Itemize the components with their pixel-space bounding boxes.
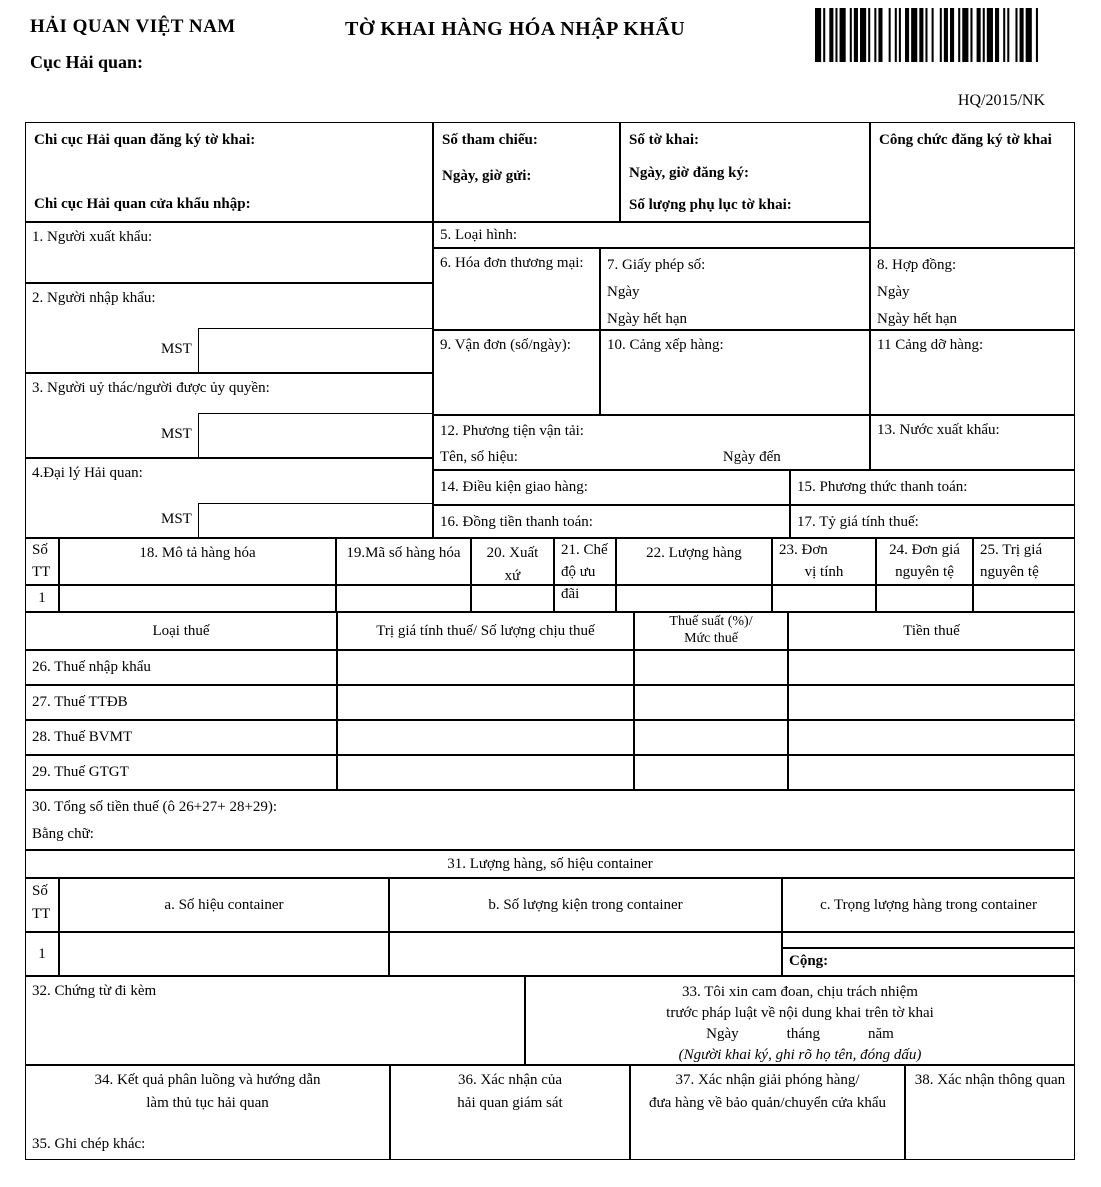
- goods-col-unit-line1: 23. Đơn: [779, 542, 828, 558]
- field-payment-currency[interactable]: [433, 505, 790, 538]
- field-importer[interactable]: [25, 283, 433, 373]
- field-total-tax[interactable]: [25, 790, 1075, 850]
- tax-col-type-label: Loại thuế: [152, 622, 210, 639]
- container-col-packages: [389, 878, 782, 932]
- tax-row29-taxable-value[interactable]: [337, 755, 634, 790]
- goods-col-description-label: 18. Mô tả hàng hóa: [139, 545, 256, 561]
- goods-row1-origin[interactable]: [471, 585, 554, 612]
- total-in-words-label: Bằng chữ:: [32, 826, 94, 842]
- field-bill-of-lading[interactable]: [433, 330, 600, 415]
- field-reg-office[interactable]: [25, 122, 433, 222]
- tax-col-amount-label: Tiền thuế: [903, 622, 960, 639]
- goods-col-unit-price: [876, 538, 973, 585]
- field-contract[interactable]: [870, 248, 1075, 330]
- commitment-month-label: tháng: [786, 1026, 820, 1042]
- form-code: HQ/2015/NK: [957, 92, 1045, 109]
- type-label: 5. Loại hình:: [440, 227, 518, 243]
- goods-col-stt-line1: Số: [32, 542, 48, 558]
- container-total-cell[interactable]: [782, 948, 1075, 976]
- country-export-label: 13. Nước xuất khẩu:: [877, 422, 1000, 438]
- goods-col-value-line1: 25. Trị giá: [980, 542, 1043, 558]
- reg-datetime-label: Ngày, giờ đăng ký:: [629, 164, 749, 181]
- tax-row27-label: [25, 685, 337, 720]
- field-type-of-declaration[interactable]: [433, 222, 870, 248]
- tax-row26-text: 26. Thuế nhập khẩu: [32, 659, 151, 676]
- form-grid: [25, 122, 1075, 1160]
- container-col-number: [59, 878, 389, 932]
- mst-input-agent[interactable]: [198, 503, 432, 537]
- field-port-of-loading[interactable]: [600, 330, 870, 415]
- tax-col-taxable-value: [337, 612, 634, 650]
- goods-col-preference-line1: 21. Chế: [561, 542, 608, 558]
- field-clearance-confirmation[interactable]: [905, 1065, 1075, 1160]
- field-entrusting-party[interactable]: [25, 373, 433, 458]
- importer-label: 2. Người nhập khẩu:: [32, 290, 156, 306]
- container-section-title: [25, 850, 1075, 878]
- goods-col-origin-label: 20. Xuất xứ: [486, 545, 539, 584]
- goods-col-value: [973, 538, 1075, 585]
- supervision-line2: hải quan giám sát: [457, 1094, 563, 1111]
- container-col-weight-label: c. Trọng lượng hàng trong container: [820, 896, 1037, 913]
- container-col-packages-label: b. Số lượng kiện trong container: [488, 896, 683, 913]
- bill-of-lading-label: 9. Vận đơn (số/ngày):: [440, 337, 571, 353]
- mst-label-entrusting: MST: [161, 425, 192, 442]
- tax-row26-taxable-value[interactable]: [337, 650, 634, 685]
- invoice-label: 6. Hóa đơn thương mại:: [440, 255, 584, 271]
- field-delivery-terms[interactable]: [433, 470, 790, 505]
- mst-label-importer: MST: [161, 340, 192, 357]
- department-label: Cục Hải quan:: [30, 52, 144, 72]
- goods-col-hs-code: [336, 538, 471, 585]
- goods-col-quantity: [616, 538, 772, 585]
- container-row1-number[interactable]: [59, 932, 389, 976]
- container-row1-index-value: 1: [38, 945, 46, 962]
- tax-row28-rate[interactable]: [634, 720, 788, 755]
- goods-row1-unit-price[interactable]: [876, 585, 973, 612]
- field-reference-no[interactable]: [433, 122, 620, 222]
- goods-col-unit-price-line1: 24. Đơn giá: [889, 542, 960, 558]
- transport-name-label: Tên, số hiệu:: [440, 448, 518, 465]
- payment-currency-label: 16. Đồng tiền thanh toán:: [440, 514, 593, 530]
- field-declaration-commitment[interactable]: [525, 976, 1075, 1065]
- field-declaration-no[interactable]: [620, 122, 870, 222]
- container-row1-packages[interactable]: [389, 932, 782, 976]
- goods-row1-quantity[interactable]: [616, 585, 772, 612]
- goods-col-unit-line2: vị tính: [804, 563, 844, 580]
- field-channel-result[interactable]: [25, 1065, 390, 1160]
- customs-agent-label: 4.Đại lý Hải quan:: [32, 465, 143, 481]
- container-col-weight: [782, 878, 1075, 932]
- goods-row1-description[interactable]: [59, 585, 336, 612]
- clearance-label: 38. Xác nhận thông quan: [914, 1072, 1066, 1088]
- channel-result-line2: làm thủ tục hải quan: [146, 1094, 269, 1111]
- tax-row26-rate[interactable]: [634, 650, 788, 685]
- tax-row26-label: [25, 650, 337, 685]
- entry-office-label: Chi cục Hải quan cửa khẩu nhập:: [34, 195, 251, 212]
- goods-col-origin: [471, 538, 554, 585]
- field-attached-documents[interactable]: [25, 976, 525, 1065]
- goods-row1-index-value: 1: [38, 590, 46, 606]
- mst-input-entrusting[interactable]: [198, 413, 432, 457]
- tax-row28-label: [25, 720, 337, 755]
- tax-row27-text: 27. Thuế TTĐB: [32, 694, 128, 711]
- permit-label: 7. Giấy phép số:: [607, 257, 706, 273]
- commitment-line2: trước pháp luật về nội dung khai trên tờ khai: [666, 1005, 934, 1021]
- tax-row26-amount[interactable]: [788, 650, 1075, 685]
- permit-date-label: Ngày: [607, 284, 640, 300]
- tax-row29-rate[interactable]: [634, 755, 788, 790]
- tax-col-rate-line2: Mức thuế: [684, 630, 738, 646]
- container-col-stt: [25, 878, 59, 932]
- goods-col-preference-line2: độ ưu đãi: [561, 563, 596, 602]
- goods-col-stt-line2: TT: [32, 563, 51, 580]
- field-port-of-discharge[interactable]: [870, 330, 1075, 415]
- attached-documents-label: 32. Chứng từ đi kèm: [32, 983, 157, 999]
- container-col-number-label: a. Số hiệu container: [164, 896, 284, 913]
- channel-result-line1: 34. Kết quả phân luồng và hướng dẫn: [94, 1072, 321, 1088]
- payment-method-label: 15. Phương thức thanh toán:: [797, 479, 968, 495]
- contract-date-label: Ngày: [877, 284, 910, 300]
- tax-col-taxable-value-label: Trị giá tính thuế/ Số lượng chịu thuế: [376, 622, 595, 639]
- field-exporter[interactable]: [25, 222, 433, 283]
- reg-office-label: Chi cục Hải quan đăng ký tờ khai:: [34, 132, 256, 148]
- officer-label: Công chức đăng ký tờ khai: [879, 132, 1052, 148]
- tax-row27-taxable-value[interactable]: [337, 685, 634, 720]
- tax-row28-amount[interactable]: [788, 720, 1075, 755]
- exporter-label: 1. Người xuất khẩu:: [32, 229, 153, 245]
- release-line2: đưa hàng về bảo quản/chuyển cửa khẩu: [648, 1094, 886, 1111]
- container-col-stt-line1: Số: [32, 883, 48, 899]
- tax-col-type: [25, 612, 337, 650]
- tax-row28-taxable-value[interactable]: [337, 720, 634, 755]
- tax-col-rate: [634, 612, 788, 650]
- contract-label: 8. Hợp đồng:: [877, 257, 957, 273]
- barcode: [815, 8, 1040, 62]
- field-permit[interactable]: [600, 248, 870, 330]
- goods-row1-preference[interactable]: [554, 585, 616, 612]
- mst-label-agent: MST: [161, 510, 192, 527]
- commitment-day-label: Ngày: [706, 1026, 739, 1042]
- field-exchange-rate[interactable]: [790, 505, 1075, 538]
- tax-col-rate-line1: Thuế suất (%)/: [669, 614, 753, 629]
- tax-row27-rate[interactable]: [634, 685, 788, 720]
- field-commercial-invoice[interactable]: [433, 248, 600, 330]
- goods-col-value-line2: nguyên tệ: [980, 563, 1039, 580]
- total-tax-label: 30. Tổng số tiền thuế (ô 26+27+ 28+29):: [32, 799, 278, 815]
- port-discharge-label: 11 Cảng dỡ hàng:: [877, 337, 984, 353]
- goods-col-unit-price-line2: nguyên tệ: [895, 563, 954, 580]
- tax-row29-text: 29. Thuế GTGT: [32, 764, 129, 781]
- appendix-count-label: Số lượng phụ lục tờ khai:: [629, 197, 792, 213]
- goods-col-description: [59, 538, 336, 585]
- transport-label: 12. Phương tiện vận tải:: [440, 423, 584, 439]
- goods-row1-value[interactable]: [973, 585, 1075, 612]
- container-total-label: Cộng:: [789, 953, 829, 969]
- permit-expiry-label: Ngày hết hạn: [607, 311, 687, 327]
- delivery-terms-label: 14. Điều kiện giao hàng:: [440, 479, 588, 495]
- other-notes-label: 35. Ghi chép khác:: [32, 1135, 146, 1152]
- container-row1-weight[interactable]: [782, 932, 1075, 948]
- ref-no-label: Số tham chiếu:: [442, 132, 538, 148]
- commitment-year-label: năm: [868, 1026, 894, 1042]
- supervision-line1: 36. Xác nhận của: [457, 1072, 563, 1088]
- tax-col-amount: [788, 612, 1075, 650]
- field-supervision-confirmation[interactable]: [390, 1065, 630, 1160]
- container-col-stt-line2: TT: [32, 905, 51, 922]
- entrusting-party-label: 3. Người uỷ thác/người được ủy quyền:: [32, 380, 270, 396]
- agency-name: HẢI QUAN VIỆT NAM: [30, 16, 236, 37]
- mst-input-importer[interactable]: [198, 328, 432, 372]
- contract-expiry-label: Ngày hết hạn: [877, 311, 957, 327]
- tax-row28-text: 28. Thuế BVMT: [32, 729, 133, 746]
- goods-col-unit: [772, 538, 876, 585]
- container-row1-index: [25, 932, 59, 976]
- goods-col-stt: [25, 538, 59, 585]
- form-title: TỜ KHAI HÀNG HÓA NHẬP KHẨU: [345, 18, 686, 40]
- goods-row1-unit[interactable]: [772, 585, 876, 612]
- goods-col-quantity-label: 22. Lượng hàng: [646, 545, 742, 561]
- field-customs-agent[interactable]: [25, 458, 433, 538]
- port-loading-label: 10. Cảng xếp hàng:: [607, 337, 724, 353]
- field-means-of-transport[interactable]: [433, 415, 870, 470]
- goods-col-preference: [554, 538, 616, 602]
- decl-no-label: Số tờ khai:: [629, 132, 699, 148]
- goods-row1-hs-code[interactable]: [336, 585, 471, 612]
- field-payment-method[interactable]: [790, 470, 1075, 505]
- goods-col-hs-code-label: 19.Mã số hàng hóa: [346, 545, 461, 561]
- tax-row29-amount[interactable]: [788, 755, 1075, 790]
- commitment-line1: 33. Tôi xin cam đoan, chịu trách nhiệm: [682, 984, 918, 1000]
- container-title-label: 31. Lượng hàng, số hiệu container: [447, 855, 653, 872]
- tax-row29-label: [25, 755, 337, 790]
- field-registering-officer[interactable]: [870, 122, 1075, 248]
- goods-row1-index: [25, 585, 59, 612]
- tax-row27-amount[interactable]: [788, 685, 1075, 720]
- commitment-signature-note: (Người khai ký, ghi rõ họ tên, đóng dấu): [678, 1047, 922, 1063]
- sent-datetime-label: Ngày, giờ gửi:: [442, 167, 532, 184]
- exchange-rate-label: 17. Tỷ giá tính thuế:: [797, 514, 919, 530]
- field-release-confirmation[interactable]: [630, 1065, 905, 1160]
- field-country-of-export[interactable]: [870, 415, 1075, 470]
- release-line1: 37. Xác nhận giải phóng hàng/: [675, 1072, 860, 1088]
- arrival-date-label: Ngày đến: [722, 448, 781, 465]
